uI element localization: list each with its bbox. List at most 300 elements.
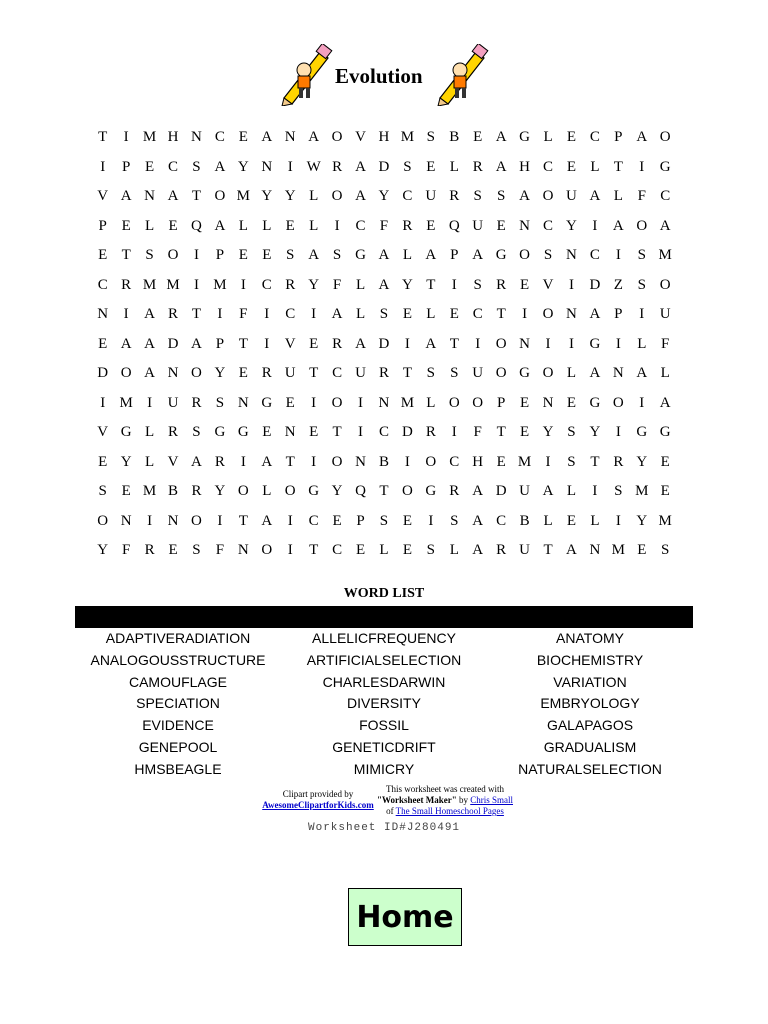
word-list-item: NATURALSELECTION <box>518 760 662 777</box>
grid-letter: U <box>519 483 531 499</box>
grid-letter: L <box>543 129 553 145</box>
grid-row <box>91 271 677 301</box>
worksheet-id: Worksheet ID#J280491 <box>308 822 461 834</box>
grid-letter: N <box>284 424 296 440</box>
grid-letter: I <box>475 335 481 352</box>
grid-letter: Y <box>237 158 249 175</box>
grid-letter: G <box>214 424 226 440</box>
grid-row <box>91 300 677 330</box>
grid-letter: I <box>545 335 551 352</box>
grid-letter: G <box>237 424 249 440</box>
grid-letter: N <box>261 158 273 175</box>
grid-letter: E <box>145 158 155 175</box>
grid-letter: E <box>660 453 670 470</box>
grid-letter: N <box>120 512 132 529</box>
grid-letter: I <box>311 306 317 322</box>
grid-letter: D <box>378 335 390 352</box>
grid-letter: T <box>496 424 506 440</box>
grid-letter: E <box>402 306 412 322</box>
grid-letter: U <box>167 394 179 411</box>
word-list-item: BIOCHEMISTRY <box>536 651 644 668</box>
grid-letter: V <box>97 424 109 440</box>
word-list-item: EMBRYOLOGY <box>540 695 640 712</box>
grid-letter: E <box>309 424 319 440</box>
grid-letter: O <box>97 512 109 529</box>
grid-letter: I <box>100 158 106 175</box>
grid-letter: A <box>355 158 366 175</box>
grid-letter: L <box>402 247 412 263</box>
grid-letter: C <box>332 542 343 558</box>
grid-letter: L <box>309 188 319 204</box>
grid-row <box>91 507 677 537</box>
grid-letter: A <box>472 542 484 558</box>
grid-letter: Y <box>589 424 601 440</box>
grid-letter: C <box>97 276 108 293</box>
grid-letter: C <box>168 158 179 175</box>
grid-letter: N <box>519 335 531 352</box>
grid-letter: S <box>473 188 482 204</box>
grid-letter: Y <box>542 424 554 440</box>
grid-letter: Y <box>97 542 109 558</box>
grid-letter: T <box>543 542 553 558</box>
grid-letter: T <box>121 247 131 263</box>
grid-letter: L <box>309 217 319 234</box>
grid-letter: E <box>426 158 436 175</box>
grid-letter: C <box>543 158 554 175</box>
grid-letter: Q <box>191 217 202 234</box>
grid-letter: E <box>660 483 670 499</box>
grid-letter: R <box>191 483 202 499</box>
grid-letter: Y <box>214 365 226 381</box>
grid-letter: A <box>472 512 484 529</box>
grid-letter: O <box>331 394 343 411</box>
grid-letter: L <box>566 483 577 499</box>
grid-letter: G <box>659 158 671 175</box>
grid-letter: Z <box>613 276 623 293</box>
grid-letter: I <box>358 394 364 411</box>
grid-letter: H <box>167 129 179 145</box>
grid-letter: R <box>449 188 460 204</box>
grid-letter: A <box>659 217 671 234</box>
grid-letter: O <box>495 365 507 381</box>
grid-letter: Q <box>355 483 366 499</box>
word-list <box>75 628 693 781</box>
grid-letter: D <box>378 158 390 175</box>
grid-letter: Y <box>214 483 226 499</box>
grid-letter: T <box>590 453 600 470</box>
grid-letter: I <box>193 276 199 293</box>
grid-letter: S <box>637 276 646 293</box>
grid-letter: N <box>97 306 109 322</box>
grid-letter: C <box>472 306 483 322</box>
grid-letter: G <box>495 247 507 263</box>
grid-letter: M <box>142 129 157 145</box>
grid-letter: A <box>542 483 554 499</box>
grid-letter: I <box>123 129 129 145</box>
grid-letter: I <box>100 394 106 411</box>
grid-letter: S <box>192 424 201 440</box>
grid-letter: A <box>261 512 273 529</box>
home-button[interactable]: Home <box>348 888 462 946</box>
grid-letter: N <box>237 394 249 411</box>
grid-letter: S <box>426 129 436 145</box>
grid-letter: N <box>355 453 366 470</box>
grid-letter: A <box>167 188 179 204</box>
grid-letter: M <box>658 247 672 263</box>
grid-letter: E <box>168 542 178 558</box>
grid-letter: Y <box>120 453 132 470</box>
grid-letter: G <box>355 247 366 263</box>
grid-letter: T <box>426 276 436 293</box>
grid-letter: C <box>402 188 413 204</box>
grid-letter: G <box>589 394 601 411</box>
grid-letter: E <box>566 129 577 145</box>
grid-letter: I <box>358 424 364 440</box>
grid-letter: S <box>332 247 342 263</box>
grid-letter: T <box>309 542 319 558</box>
grid-row <box>91 330 677 360</box>
grid-letter: V <box>542 276 554 293</box>
grid-letter: S <box>661 542 670 558</box>
grid-letter: U <box>472 217 484 234</box>
grid-letter: R <box>191 394 202 411</box>
grid-letter: Y <box>636 512 648 529</box>
grid-letter: R <box>402 217 413 234</box>
grid-letter: E <box>121 217 131 234</box>
grid-letter: C <box>496 512 507 529</box>
grid-letter: I <box>615 512 621 529</box>
grid-letter: A <box>589 365 601 381</box>
grid-letter: M <box>142 276 157 293</box>
worksheet-maker-credit <box>370 784 520 817</box>
grid-letter: A <box>355 335 366 352</box>
author-link[interactable]: Chris Small <box>470 795 513 805</box>
grid-letter: E <box>309 335 319 352</box>
grid-row <box>91 241 677 271</box>
grid-letter: S <box>496 188 506 204</box>
grid-letter: N <box>167 365 179 381</box>
grid-letter: I <box>287 512 293 529</box>
of-text: of <box>386 806 394 816</box>
grid-letter: I <box>240 453 246 470</box>
grid-letter: I <box>123 306 129 322</box>
grid-letter: T <box>449 335 459 352</box>
grid-letter: O <box>659 129 671 145</box>
grid-letter: O <box>425 453 437 470</box>
grid-letter: I <box>545 453 551 470</box>
word-list-item: ALLELICFREQUENCY <box>312 630 456 646</box>
grid-letter: S <box>98 483 107 499</box>
grid-letter: L <box>566 365 577 381</box>
grid-letter: A <box>378 276 390 293</box>
grid-letter: G <box>261 394 273 411</box>
grid-letter: C <box>214 129 225 145</box>
grid-letter: L <box>590 512 600 529</box>
grid-letter: O <box>331 129 343 145</box>
grid-letter: L <box>613 188 623 204</box>
grid-letter: C <box>543 217 554 234</box>
grid-row <box>91 536 677 566</box>
grid-letter: G <box>519 365 531 381</box>
grid-letter: R <box>168 306 179 322</box>
grid-letter: C <box>660 188 671 204</box>
grid-letter: G <box>659 424 671 440</box>
grid-row <box>91 212 677 242</box>
grid-letter: I <box>404 453 410 470</box>
grid-letter: A <box>659 394 671 411</box>
grid-letter: Q <box>448 217 460 234</box>
grid-letter: A <box>589 188 601 204</box>
grid-letter: C <box>308 512 319 529</box>
word-list-title: WORD LIST <box>343 586 425 601</box>
grid-letter: S <box>426 542 436 558</box>
grid-letter: Y <box>378 188 390 204</box>
grid-letter: O <box>191 512 202 529</box>
grid-letter: S <box>379 512 389 529</box>
grid-letter: U <box>355 365 366 381</box>
grid-letter: T <box>191 188 202 204</box>
grid-letter: C <box>332 365 343 381</box>
word-list-item: ANATOMY <box>556 630 624 646</box>
grid-letter: L <box>355 306 366 322</box>
grid-letter: P <box>614 129 623 145</box>
grid-letter: T <box>496 306 506 322</box>
grid-letter: A <box>191 335 202 352</box>
grid-letter: B <box>378 453 389 470</box>
site-link[interactable]: The Small Homeschool Pages <box>395 806 504 816</box>
grid-row <box>91 418 677 448</box>
grid-letter: H <box>472 453 484 470</box>
grid-letter: L <box>145 453 155 470</box>
grid-letter: P <box>356 512 365 529</box>
grid-letter: E <box>98 453 108 470</box>
grid-letter: R <box>332 335 343 352</box>
grid-letter: R <box>378 365 389 381</box>
grid-letter: V <box>355 129 366 145</box>
grid-letter: D <box>589 276 601 293</box>
grid-letter: B <box>519 512 530 529</box>
grid-letter: E <box>566 158 577 175</box>
grid-letter: E <box>355 542 366 558</box>
grid-letter: S <box>403 158 412 175</box>
grid-letter: L <box>379 542 389 558</box>
grid-row <box>91 153 677 183</box>
grid-letter: N <box>542 394 554 411</box>
word-list-item: GRADUALISM <box>543 738 637 755</box>
grid-letter: M <box>119 394 133 411</box>
grid-letter: M <box>213 276 227 293</box>
grid-letter: T <box>309 365 319 381</box>
pencil-kid-icon <box>434 44 490 106</box>
grid-letter: T <box>332 424 342 440</box>
grid-letter: O <box>542 365 554 381</box>
grid-letter: L <box>262 217 272 234</box>
grid-letter: I <box>451 424 457 440</box>
grid-row <box>91 448 677 478</box>
grid-letter: U <box>425 188 437 204</box>
page-title: Evolution <box>335 64 423 88</box>
grid-letter: F <box>661 335 670 352</box>
grid-letter: I <box>287 158 293 175</box>
grid-letter: T <box>402 365 412 381</box>
grid-letter: D <box>97 365 109 381</box>
grid-letter: O <box>659 276 671 293</box>
grid-letter: S <box>567 424 576 440</box>
grid-letter: O <box>237 483 249 499</box>
grid-letter: I <box>639 394 645 411</box>
grid-letter: L <box>238 217 248 234</box>
grid-letter: P <box>614 306 623 322</box>
grid-letter: A <box>144 306 156 322</box>
grid-letter: R <box>214 453 225 470</box>
grid-letter: O <box>191 365 202 381</box>
grid-letter: E <box>332 512 342 529</box>
grid-letter: E <box>285 217 295 234</box>
grid-letter: A <box>519 188 531 204</box>
grid-letter: T <box>191 306 202 322</box>
grid-letter: T <box>238 335 248 352</box>
grid-letter: O <box>542 306 554 322</box>
grid-letter: L <box>543 512 553 529</box>
grid-letter: A <box>378 247 390 263</box>
title-area <box>0 44 768 106</box>
grid-letter: E <box>496 453 506 470</box>
grid-letter: E <box>262 247 272 263</box>
grid-letter: E <box>121 483 131 499</box>
grid-letter: B <box>449 129 460 145</box>
grid-letter: I <box>404 335 410 352</box>
grid-letter: O <box>331 453 343 470</box>
grid-letter: E <box>566 394 577 411</box>
grid-letter: I <box>264 306 270 322</box>
grid-letter: E <box>98 247 108 263</box>
grid-letter: S <box>192 542 201 558</box>
grid-letter: P <box>121 158 131 175</box>
grid-letter: I <box>217 512 223 529</box>
grid-letter: L <box>449 158 459 175</box>
grid-letter: R <box>261 365 272 381</box>
grid-letter: U <box>659 306 671 322</box>
grid-letter: A <box>261 129 273 145</box>
grid-row <box>91 182 677 212</box>
grid-letter: Y <box>331 483 343 499</box>
grid-letter: I <box>193 247 199 263</box>
grid-letter: O <box>284 483 296 499</box>
grid-letter: O <box>401 483 413 499</box>
grid-letter: N <box>566 247 577 263</box>
grid-letter: G <box>120 424 132 440</box>
grid-letter: T <box>613 158 623 175</box>
grid-letter: F <box>379 217 389 234</box>
grid-letter: L <box>426 306 436 322</box>
grid-letter: M <box>658 512 672 529</box>
grid-letter: U <box>284 365 296 381</box>
grid-letter: R <box>613 453 624 470</box>
grid-letter: D <box>495 483 507 499</box>
grid-letter: P <box>215 335 225 352</box>
grid-letter: E <box>520 394 530 411</box>
grid-letter: A <box>636 129 648 145</box>
grid-row <box>91 123 677 153</box>
grid-letter: H <box>519 158 531 175</box>
word-list-item: VARIATION <box>553 673 627 690</box>
grid-letter: L <box>426 394 436 411</box>
grid-letter: H <box>378 129 390 145</box>
grid-letter: P <box>450 247 459 263</box>
clipart-link[interactable]: AwesomeClipartforKids.com <box>262 800 374 810</box>
grid-letter: S <box>543 247 553 263</box>
grid-letter: S <box>473 276 482 293</box>
grid-letter: I <box>615 335 621 352</box>
grid-letter: A <box>612 217 624 234</box>
grid-letter: S <box>450 365 459 381</box>
word-list-item: MIMICRY <box>353 760 415 777</box>
grid-letter: A <box>495 129 507 145</box>
grid-letter: A <box>331 306 343 322</box>
grid-letter: P <box>496 394 506 411</box>
grid-letter: A <box>355 188 366 204</box>
grid-letter: V <box>167 453 179 470</box>
grid-letter: C <box>589 129 600 145</box>
grid-letter: E <box>238 129 248 145</box>
grid-letter: A <box>191 453 202 470</box>
grid-letter: E <box>449 306 459 322</box>
word-list-item: FOSSIL <box>359 717 409 734</box>
grid-letter: A <box>144 365 156 381</box>
worksheet-maker-name: "Worksheet Maker" <box>377 795 457 805</box>
grid-letter: Y <box>636 453 648 470</box>
grid-letter: V <box>284 335 296 352</box>
grid-letter: A <box>472 483 484 499</box>
grid-letter: C <box>589 247 600 263</box>
grid-letter: R <box>425 424 436 440</box>
grid-letter: C <box>378 424 389 440</box>
grid-letter: A <box>425 247 437 263</box>
word-list-item: DIVERSITY <box>347 695 421 712</box>
grid-letter: I <box>311 394 317 411</box>
grid-letter: I <box>428 512 434 529</box>
grid-letter: E <box>402 542 412 558</box>
grid-letter: R <box>496 276 507 293</box>
grid-letter: M <box>611 542 626 558</box>
grid-letter: I <box>592 217 598 234</box>
grid-letter: A <box>472 247 484 263</box>
word-list-header-bar <box>75 606 693 628</box>
grid-letter: Y <box>401 276 413 293</box>
created-with-text: This worksheet was created with <box>386 784 504 794</box>
word-list-item: SPECIATION <box>136 695 220 712</box>
grid-letter: E <box>520 276 530 293</box>
grid-letter: E <box>637 542 647 558</box>
word-search-grid <box>91 123 677 566</box>
grid-letter: N <box>566 306 577 322</box>
grid-letter: E <box>496 217 506 234</box>
grid-letter: C <box>355 217 366 234</box>
grid-letter: R <box>472 158 483 175</box>
grid-letter: O <box>636 217 648 234</box>
grid-letter: A <box>120 188 132 204</box>
word-list-item: GALAPAGOS <box>546 717 634 734</box>
grid-letter: O <box>261 542 273 558</box>
grid-letter: R <box>285 276 296 293</box>
grid-letter: A <box>589 306 601 322</box>
grid-letter: R <box>449 483 460 499</box>
by-text: by <box>458 795 468 805</box>
word-list-item: ARTIFICIALSELECTION <box>306 651 462 668</box>
grid-letter: E <box>98 335 108 352</box>
grid-letter: T <box>379 483 389 499</box>
grid-letter: L <box>145 217 155 234</box>
